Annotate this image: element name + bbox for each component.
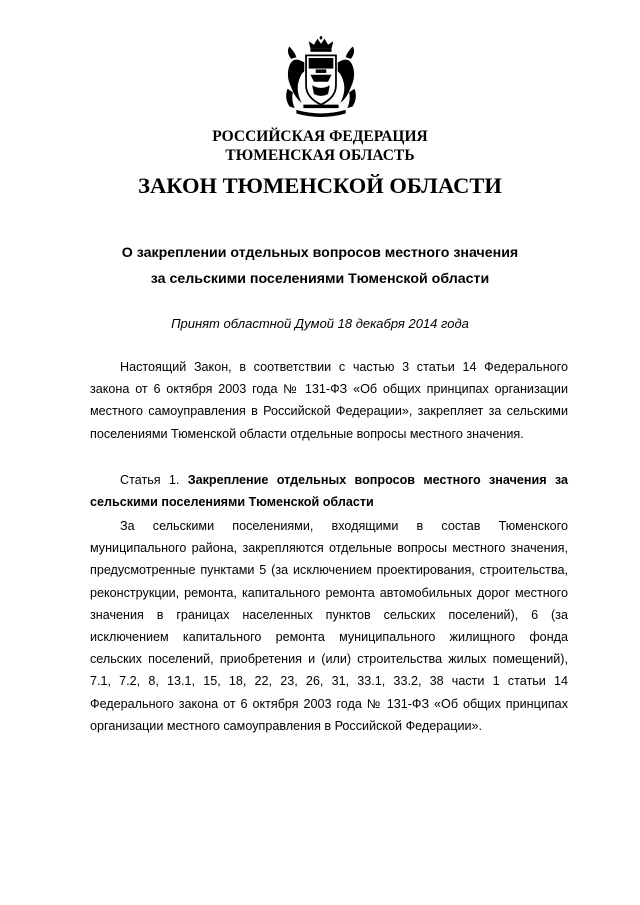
coat-of-arms-icon: [277, 36, 365, 124]
article-number: Статья 1.: [120, 473, 180, 487]
country-heading: РОССИЙСКАЯ ФЕДЕРАЦИЯ: [212, 128, 428, 145]
law-title: ЗАКОН ТЮМЕНСКОЙ ОБЛАСТИ: [138, 173, 502, 198]
article-body-paragraph: За сельскими поселениями, входящими в состав Тюменского муниципального района, закрепляются отдельные вопросы местного значения, предусмотренные пунктами 5 (за исключением проектирования, строительства, реконструкции, ремонта, капитального ремонта автомобильных дорог местного значения в границах населенных пунктов сельских поселений), 6 (за исключением капитального ремонта муниципального жилищного фонда сельских поселений, приобретения и (или) строительства жилых помещений), 7.1, 7.2, 8, 13.1, 15, 18, 22, 23, 26, 31, 33.1, 33.2, 38 части 1 статьи 14 Федерального закона от 6 октября 2003 года № 131-ФЗ «Об общих принципах организации местного самоуправления в Российской Федерации».: [90, 519, 568, 733]
law-subject-line-2: за сельскими поселениями Тюменской области: [150, 271, 490, 287]
article-title: Закрепление отдельных вопросов местного значения за сельскими поселениями Тюменской области: [90, 473, 568, 510]
law-subject-line-1: О закреплении отдельных вопросов местного значения: [121, 245, 519, 261]
adoption-date: Принят областной Думой 18 декабря 2014 года: [171, 316, 469, 331]
preamble-paragraph: Настоящий Закон, в соответствии с частью 3 статьи 14 Федерального закона от 6 октября 2003 года № 131-ФЗ «Об общих принципах организации местного самоуправления в Российской Федерации», закрепляет за сельскими поселениями Тюменской области отдельные вопросы местного значения.: [90, 360, 568, 441]
article-heading: [90, 469, 568, 513]
region-heading: ТЮМЕНСКАЯ ОБЛАСТЬ: [225, 147, 415, 164]
law-subject: [0, 240, 640, 292]
